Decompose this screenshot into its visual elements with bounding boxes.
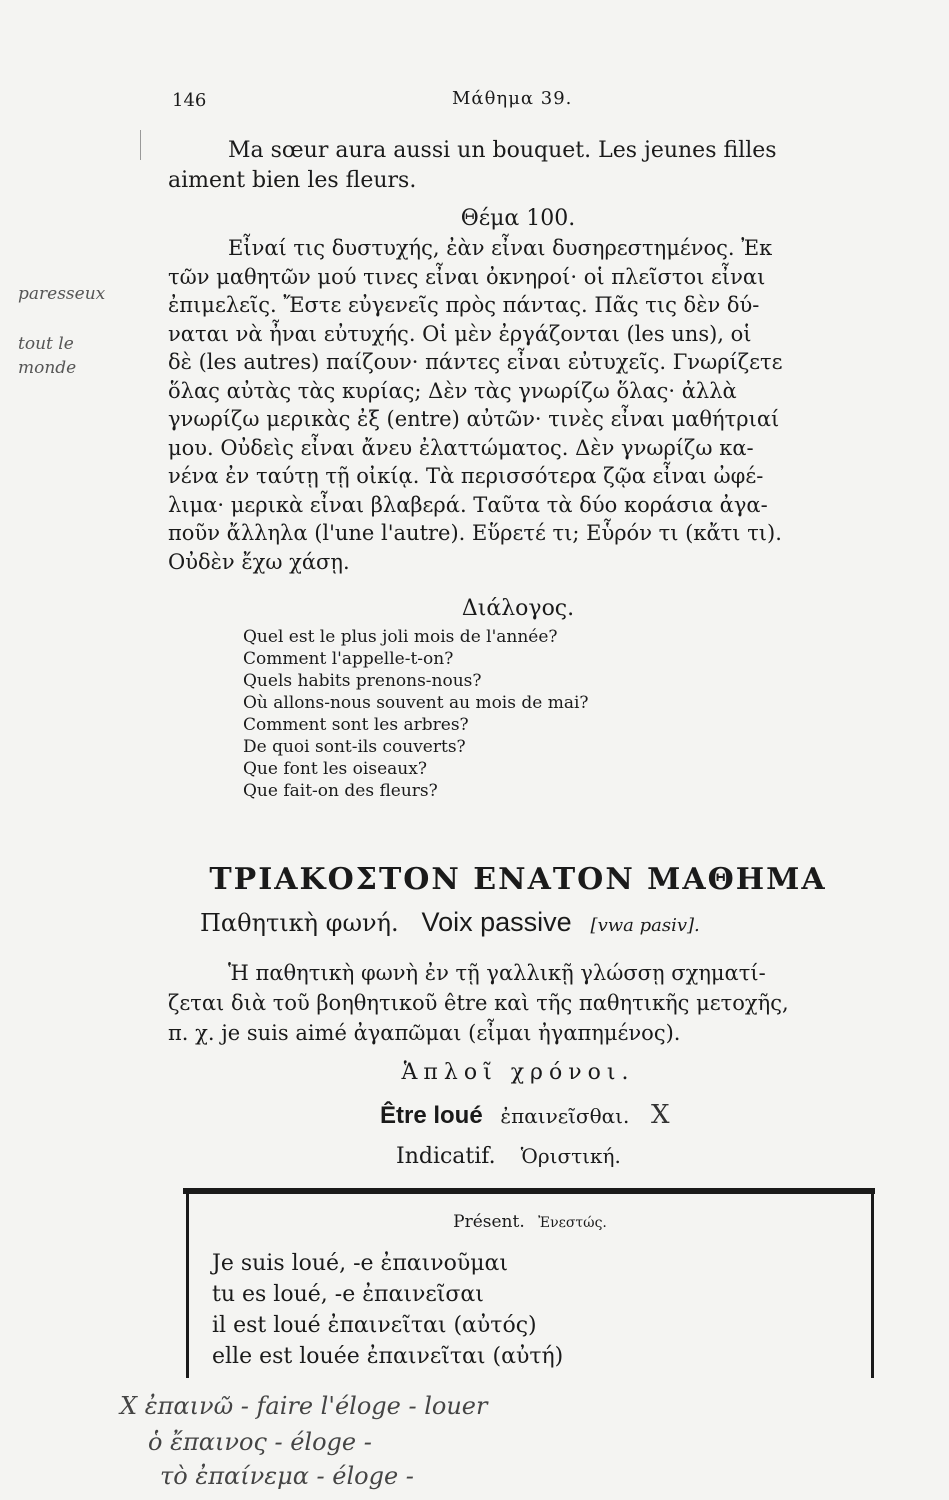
verb-greek: ἐπαινεῖσθαι. [500,1104,630,1128]
conjugation-rows [212,1248,563,1372]
intro-line: Ἡ παθητικὴ φωνὴ ἐν τῇ γαλλικῇ γλώσσῃ σχηματί- [228,961,766,985]
theme-line: δὲ (les autres) παίζουν· πάντες εἶναι εὐτυχεῖς. Γνωρίζετε [168,350,783,374]
dialogue-question: Que font les oiseaux? [243,759,427,779]
mood-greek: Ὁριστική. [520,1144,621,1168]
subtitle-pronunciation: [vwa pasiv]. [590,915,700,936]
theme-title: Θέμα 100. [460,206,576,231]
dialogue-question: Où allons-nous souvent au mois de mai? [243,693,589,713]
french-paragraph [168,136,868,196]
theme-paragraph [168,234,868,576]
handwritten-note-1: X ἐπαινῶ - faire l'éloge - louer [120,1392,488,1420]
theme-line: γνωρίζω μερικὰς ἐξ (entre) αὐτῶν· τινὲς εἶναι μαθήτριαί [168,407,780,431]
simple-tenses-heading: Ἁπλοῖ χρόνοι. [401,1060,635,1085]
dialogue-questions [243,626,589,802]
theme-line: νένα ἐν ταύτῃ τῇ οἰκίᾳ. Τὰ περισσότερα ζῷα εἶναι ὠφέ- [168,464,764,488]
theme-line: ὅλας αὐτὰς τὰς κυρίας; Δὲν τὰς γνωρίζω ὅλας· ἀλλὰ [168,378,737,403]
lesson-intro [168,958,868,1048]
french-line-1: Ma sœur aura aussi un bouquet. Les jeunes filles [228,138,777,163]
french-line-2: aiment bien les fleurs. [168,168,417,193]
intro-line: ζεται διὰ τοῦ βοηθητικοῦ être καὶ τῆς παθητικῆς μετοχῆς, [168,991,789,1015]
dialogue-question: Comment sont les arbres? [243,715,469,735]
mood-heading [396,1144,621,1169]
conjugation-row: tu es loué, -e ἐπαινεῖσαι [212,1282,484,1307]
handwritten-note-2: ὁ ἔπαινος - éloge - [148,1428,372,1456]
conjugation-row: il est loué ἐπαινεῖται (αὐτός) [212,1313,537,1338]
handwritten-note-3: τὸ ἐπαίνεμα - éloge - [160,1462,414,1490]
mood-french: Indicatif. [396,1144,496,1169]
lesson-subtitle [200,905,700,938]
theme-line: ποῦν ἄλληλα (l'une l'autre). Εὕρετέ τι; Εὗρόν τι (κἄτι τι). [168,521,782,545]
conjugation-row: Je suis loué, -e ἐπαινοῦμαι [212,1251,509,1276]
tense-greek: Ἐνεστώς. [538,1215,607,1231]
theme-line: τῶν μαθητῶν μού τινες εἶναι ὀκνηροί· οἱ πλεῖστοι εἶναι [168,264,766,289]
theme-line: ἐπιμελεῖς. Ἔστε εὐγενεῖς πρὸς πάντας. Πᾶς τις δὲν δύ- [168,293,760,317]
dialogue-question: Que fait-on des fleurs? [243,781,438,801]
margin-note-line: paresseux [18,284,106,304]
lesson-title: ΤΡΙΑΚΟΣΤΟΝ ΕΝΑΤΟΝ ΜΑΘΗΜΑ [209,862,827,897]
subtitle-greek: Παθητικὴ φωνή. [200,909,399,937]
verb-french: Être loué [380,1102,483,1129]
dialogue-question: Comment l'appelle-t-on? [243,649,454,669]
intro-line: π. χ. je suis aimé ἀγαπῶμαι (εἶμαι ἠγαπημένος). [168,1021,681,1045]
conjugation-row: elle est louée ἐπαινεῖται (αὐτή) [212,1344,564,1369]
theme-line: Οὐδὲν ἔχω χάσῃ. [168,549,350,574]
dialogue-question: Quels habits prenons-nous? [243,671,482,691]
tense-title [186,1212,874,1232]
x-mark: X [650,1100,670,1130]
page-number: 146 [172,90,207,111]
subtitle-french: Voix passive [421,907,572,937]
theme-line: λιμα· μερικὰ εἶναι βλαβερά. Ταῦτα τὰ δύο κοράσια ἀγα- [168,492,768,517]
dialogue-title: Διάλογος. [461,596,575,621]
margin-rule [140,130,141,160]
theme-line: Εἶναί τις δυστυχής, ἐὰν εἶναι δυσηρεστημένος. Ἐκ [228,236,773,260]
theme-line: μου. Οὐδεὶς εἶναι ἄνευ ἐλαττώματος. Δὲν γνωρίζω κα- [168,435,754,460]
running-title: Μάθημα 39. [452,88,573,109]
margin-note-line: tout le [18,334,74,354]
dialogue-question: Quel est le plus joli mois de l'année? [243,627,558,647]
margin-note-line: monde [18,358,77,378]
verb-heading [380,1100,669,1130]
dialogue-question: De quoi sont-ils couverts? [243,737,466,757]
margin-note-left [18,282,105,380]
theme-line: ναται νὰ ἦναι εὐτυχής. Οἱ μὲν ἐργάζονται (les uns), οἱ [168,321,752,346]
tense-french: Présent. [453,1212,525,1232]
